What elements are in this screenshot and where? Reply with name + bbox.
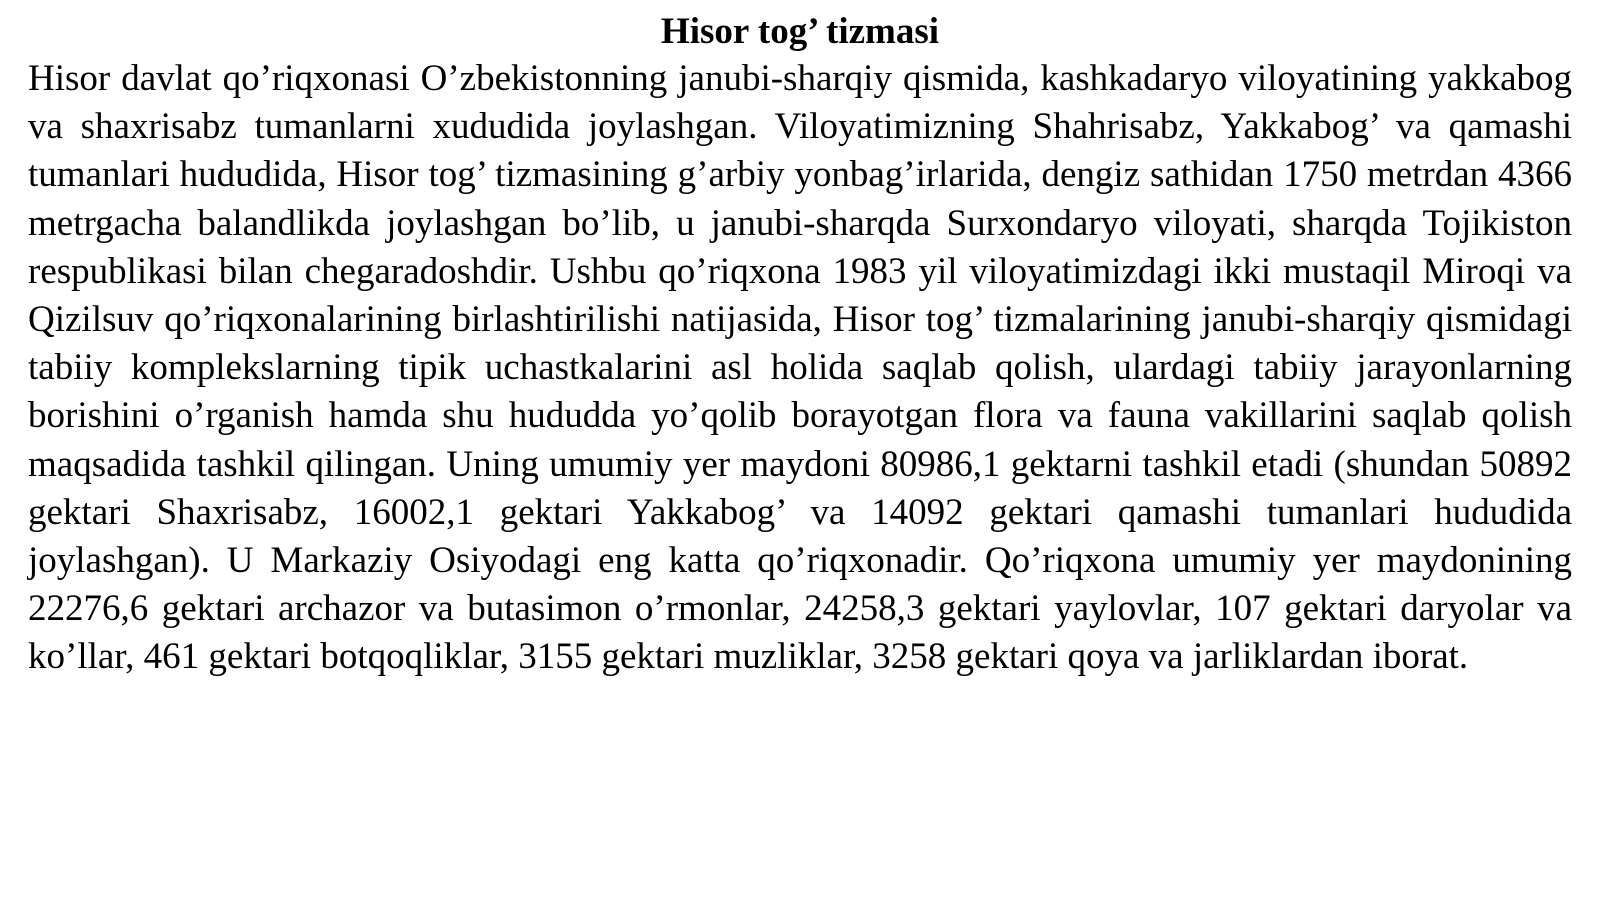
body-paragraph: Hisor davlat qo’riqxonasi O’zbekistonning janubi-sharqiy qismida, kashkadaryo viloyatining yakkabog va shaxrisabz tumanlarni xududida joylashgan. Viloyatimizning Shahrisabz, Yakkabog’ va qamashi tumanlari hududida, Hisor tog’ tizmasining g’arbiy yonbag’irlarida, dengiz sathidan 1750 metrdan 4366 metrgacha balandlikda joylashgan bo’lib, u janubi-sharqda Surxondaryo viloyati, sharqda Tojikiston respublikasi bilan chegaradoshdir. Ushbu qo’riqxona 1983 yil viloyatimizdagi ikki mustaqil Miroqi va Qizilsuv qo’riqxonalarining birlashtirilishi natijasida, Hisor tog’ tizmalarining janubi-sharqiy qismidagi tabiiy komplekslarning tipik uchastkalarini asl holida saqlab qolish, ulardagi tabiiy jarayonlarning borishini o’rganish hamda shu hududda yo’qolib borayotgan flora va fauna vakillarini saqlab qolish maqsadida tashkil qilingan. Uning umumiy yer maydoni 80986,1 gektarni tashkil etadi (shundan 50892 gektari Shaxrisabz, 16002,1 gektari Yakkabog’ va 14092 gektari qamashi tumanlari hududida joylashgan). U Markaziy Osiyodagi eng katta qo’riqxonadir. Qo’riqxona umumiy yer maydonining 22276,6 gektari archazor va butasimon o’rmonlar, 24258,3 gektari yaylovlar, 107 gektari daryolar va ko’llar, 461 gektari botqoqliklar, 3155 gektari muzliklar, 3258 gektari qoya va jarliklardan iborat. (28, 58, 1572, 678)
page-title: Hisor tog’ tizmasi (660, 11, 940, 52)
